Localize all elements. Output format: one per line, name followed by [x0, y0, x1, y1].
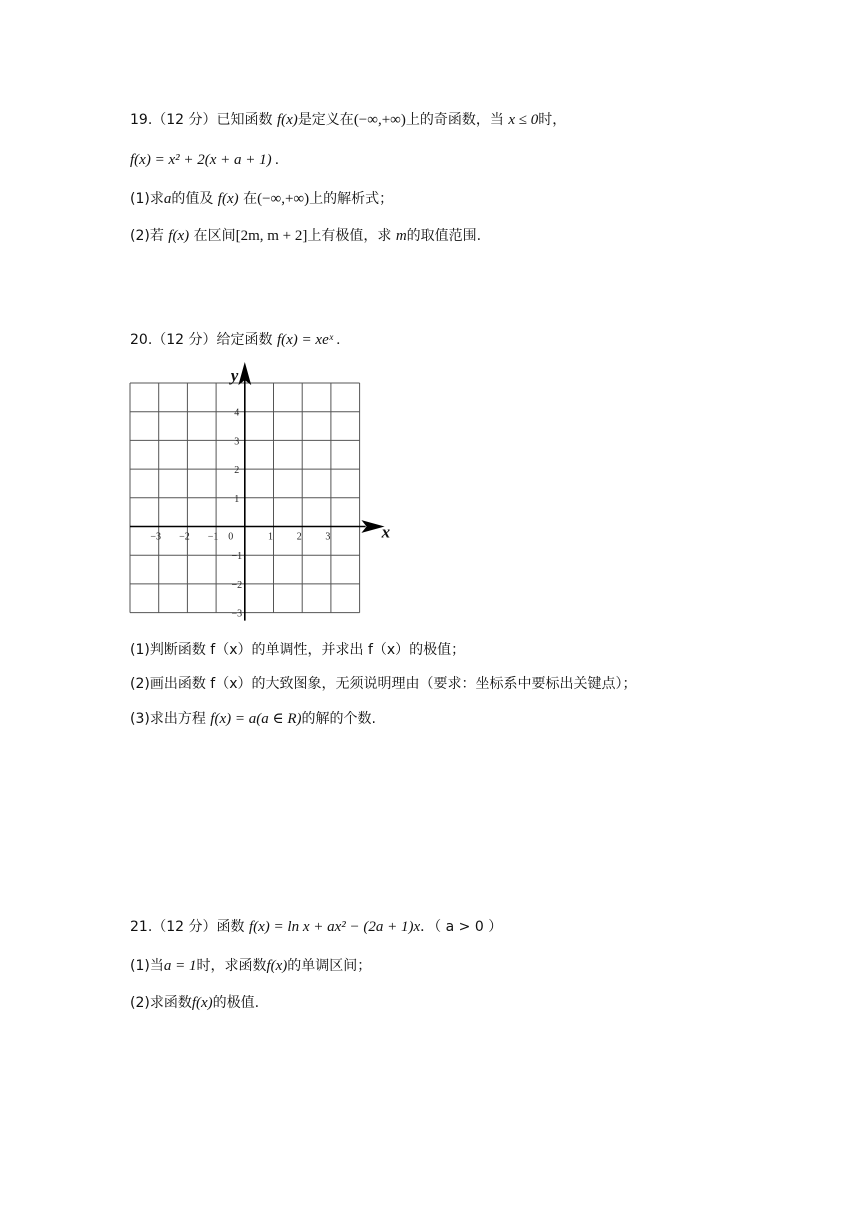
q20-part3-equation: f(x) = a(a ∈ R) — [210, 711, 302, 727]
q20-text: 给定函数 — [216, 332, 273, 348]
q21-part2-func: f(x) — [191, 995, 213, 1011]
q20-part3-text: 的解的个数. — [301, 711, 376, 727]
q21-number: 21. — [130, 919, 153, 935]
q20-part3 — [130, 709, 376, 729]
q21-text: 函数 — [216, 919, 245, 935]
q19-score: （12 分） — [152, 112, 217, 128]
q19-number: 19. — [130, 112, 153, 128]
q19-part1-text: 在 — [243, 191, 258, 207]
q21-part2-text: 的极值. — [212, 995, 260, 1011]
q19-formula-line — [130, 150, 279, 170]
q21-part1-text: (1)当 — [130, 958, 164, 974]
q19-part1-func: f(x) — [217, 191, 239, 207]
x-tick-label: −3 — [150, 531, 162, 543]
x-tick-label: −2 — [179, 531, 190, 543]
q19-formula: f(x) = x² + 2(x + a + 1) . — [130, 152, 280, 168]
q19-stem — [130, 110, 566, 130]
q19-part2-interval: [2m, m + 2] — [235, 228, 308, 244]
q19-part2 — [130, 226, 481, 246]
q19-part1 — [130, 189, 393, 209]
q19-part1-interval: (−∞,+∞) — [257, 191, 310, 207]
q21-formula: f(x) = ln x + ax² − (2a + 1)x — [248, 919, 421, 935]
q19-part2-text: (2)若 — [130, 228, 164, 244]
y-tick-label: 3 — [234, 436, 240, 448]
q19-part1-a: a — [163, 191, 172, 207]
q19-text: 上的奇函数，当 — [405, 112, 504, 128]
q21-part2 — [130, 993, 259, 1013]
q19-part1-text: (1)求 — [130, 191, 164, 207]
y-tick-label: 2 — [234, 465, 240, 477]
y-tick-label: 1 — [234, 493, 240, 505]
q20-formula: f(x) = xeˣ . — [276, 332, 341, 348]
q19-text: 时， — [538, 112, 567, 128]
q20-score: （12 分） — [152, 332, 217, 348]
q20-part2 — [130, 674, 637, 694]
q19-condition: x ≤ 0 — [508, 112, 539, 128]
q19-part1-text: 上的解析式； — [309, 191, 394, 207]
q19-text: 是定义在 — [297, 112, 354, 128]
y-tick-label: −1 — [231, 551, 243, 563]
y-axis-label: y — [230, 366, 239, 385]
q20-stem — [130, 330, 340, 350]
q19-text: 已知函数 — [216, 112, 273, 128]
y-tick-label: −2 — [231, 579, 243, 591]
q21-stem — [130, 917, 502, 937]
q20-number: 20. — [130, 332, 153, 348]
q19-part1-text: 的值及 — [171, 191, 214, 207]
q20-part1 — [130, 640, 465, 660]
q19-part2-text: 在区间 — [193, 228, 236, 244]
x-tick-label: −1 — [207, 531, 219, 543]
q21-part1 — [130, 956, 371, 976]
y-tick-label: −3 — [231, 608, 243, 620]
x-tick-label: 3 — [325, 531, 331, 543]
q19-func: f(x) — [276, 112, 298, 128]
y-tick-label: 4 — [234, 407, 240, 419]
q21-part1-condition: a = 1 — [163, 958, 197, 974]
q20-part3-text: (3)求出方程 — [130, 711, 206, 727]
x-tick-label: 0 — [228, 531, 234, 543]
x-axis-arrow — [364, 522, 382, 532]
q20-part2-text: (2)画出函数 f（x）的大致图象，无须说明理由（要求：坐标系中要标出关键点）； — [130, 676, 637, 692]
q21-part1-text: 的单调区间； — [287, 958, 372, 974]
q21-part2-text: (2)求函数 — [130, 995, 192, 1011]
q19-part2-m: m — [395, 228, 407, 244]
q19-part2-text: 的取值范围. — [406, 228, 482, 244]
q21-part1-func: f(x) — [266, 958, 288, 974]
q21-score: （12 分） — [152, 919, 217, 935]
q21-condition: ．（ a > 0 ） — [420, 919, 503, 935]
x-axis-label: x — [381, 522, 391, 542]
x-tick-label: 1 — [268, 531, 273, 543]
q19-interval: (−∞,+∞) — [353, 112, 406, 128]
q19-part2-func: f(x) — [168, 228, 190, 244]
x-tick-label: 2 — [296, 531, 302, 543]
q20-part1-text: (1)判断函数 f（x）的单调性，并求出 f（x）的极值； — [130, 642, 466, 658]
q19-part2-text: 上有极值，求 — [307, 228, 392, 244]
q21-part1-text: 时，求函数 — [196, 958, 267, 974]
coordinate-grid — [118, 364, 391, 628]
